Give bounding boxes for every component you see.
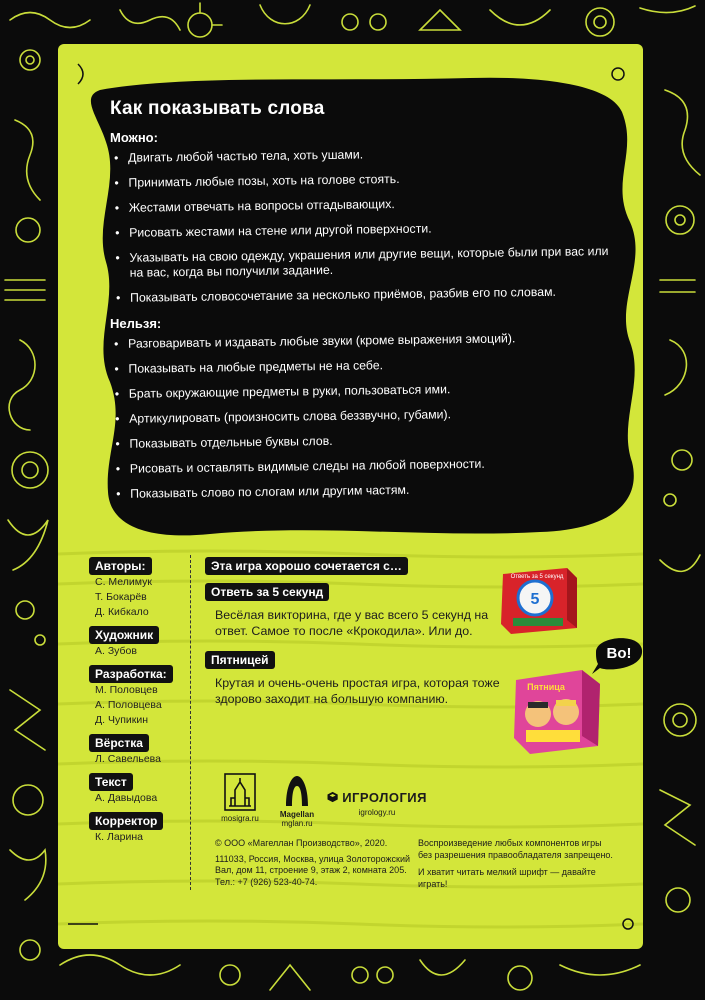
cannot-item: • Показывать на любые предметы не на себе. [110,355,610,377]
credit-names [89,791,189,806]
address: 111033, Россия, Москва, улица Золоторожский Вал, дом 11, строение 9, этаж 2, комната 205. [215,853,411,875]
credit-role: Корректор [89,812,163,830]
game-box-friday [508,662,604,758]
box2-label: Пятница [527,682,565,692]
credit-role: Разработка: [89,665,173,683]
magellan-url: mglan.ru [281,819,313,828]
credits-column [89,557,189,851]
magellan-logo[interactable] [275,772,319,828]
copyright: © ООО «Магеллан Производство», 2020. [215,838,388,848]
igrology-logo[interactable] [327,786,427,817]
credit-role: Текст [89,773,133,791]
credit-names [89,644,189,659]
legal-notice: Воспроизведение любых компонентов игры без разрешения правообладателя запрещено. [418,838,613,860]
game-box-5-seconds [497,564,579,636]
credit-names [89,575,189,620]
credit-role: Вёрстка [89,734,149,752]
credit-group [89,626,189,659]
cannot-item: • Артикулировать (произносить слова беззвучно, губами). [111,405,611,427]
can-item: • Принимать любые позы, хоть на голове стоять. [110,169,610,191]
can-list [110,144,612,306]
credit-role: Художник [89,626,159,644]
mosigra-logo[interactable] [215,772,265,823]
credit-group [89,557,189,620]
credit-names [89,683,189,728]
cannot-heading: Нельзя: [110,316,162,331]
credit-name: А. Зубов [95,645,137,657]
game1-title: Ответь за 5 секунд [205,583,329,601]
credit-names [89,752,189,767]
publisher-logos [215,772,425,832]
recommend-heading: Эта игра хорошо сочетается с… [205,557,408,575]
svg-text:5: 5 [530,591,540,608]
credit-name: А. Давыдова [95,792,158,804]
can-item: • Двигать любой частью тела, хоть ушами. [110,144,610,166]
credit-group [89,773,189,806]
cannot-item: • Брать окружающие предметы в руки, пользоваться ими. [111,380,611,402]
legal-joke: И хватит читать мелкий шрифт — давайте играть! [418,867,596,889]
can-item: • Рисовать жестами на стене или другой поверхности. [111,219,611,241]
credit-group [89,812,189,845]
game2-text: Крутая и очень-очень простая игра, которая тоже здорово заходит на большую компанию. [215,676,500,706]
credit-role: Авторы: [89,557,152,575]
cannot-item: • Показывать слово по слогам или другим частям. [112,480,612,502]
rules-title: Как показывать слова [110,98,325,119]
credit-group [89,665,189,728]
recommend-section [205,557,505,719]
magellan-name: Magellan [279,810,315,819]
cannot-item: • Разговаривать и издавать любые звуки (кроме выражения эмоций). [110,330,610,352]
credit-name: Т. Бокарёв [95,591,147,603]
rules-section [110,98,610,512]
phone: Тел.: +7 (926) 523-40-74. [215,876,318,887]
cannot-item: • Показывать отдельные буквы слов. [111,430,611,452]
credit-name: А. Половцева [95,699,162,711]
can-heading: Можно: [110,130,158,145]
can-item: • Показывать словосочетание за несколько приёмов, разбив его по словам. [112,284,612,306]
credit-name: Д. Чупикин [95,714,149,726]
column-divider [190,555,191,890]
copyright-block [215,838,415,888]
can-item: • Указывать на свою одежду, украшения или другие вещи, которые были при вас или на вас, когда вы получили задание. [111,244,611,281]
cannot-item: • Рисовать и оставлять видимые следы на любой поверхности. [112,455,612,477]
kremlin-tower-icon [223,772,257,812]
igrology-name: ИГРОЛОГИЯ [342,789,427,805]
credit-name: Л. Савельева [95,753,161,765]
credit-name: К. Ларина [95,831,144,843]
credit-name: Д. Кибкало [95,606,149,618]
igrology-url: igrology.ru [358,808,396,817]
mosigra-url: mosigra.ru [221,814,259,823]
legal-block [418,838,613,896]
credit-names [89,830,189,845]
cannot-list [110,330,612,502]
box1-label: Ответь за 5 секунд [510,574,564,580]
game2-title: Пятницей [205,651,275,669]
magellan-arch-icon [282,772,312,808]
igrology-cube-icon [327,786,338,808]
can-item: • Жестами отвечать на вопросы отгадывающих. [111,194,611,216]
sticker-text: Во! [606,645,632,662]
credit-name: М. Половцев [95,684,158,696]
game1-text: Весёлая викторина, где у вас всего 5 секунд на ответ. Самое то после «Крокодила». Или до. [215,608,489,638]
credit-group [89,734,189,767]
credit-name: С. Мелимук [95,576,152,588]
